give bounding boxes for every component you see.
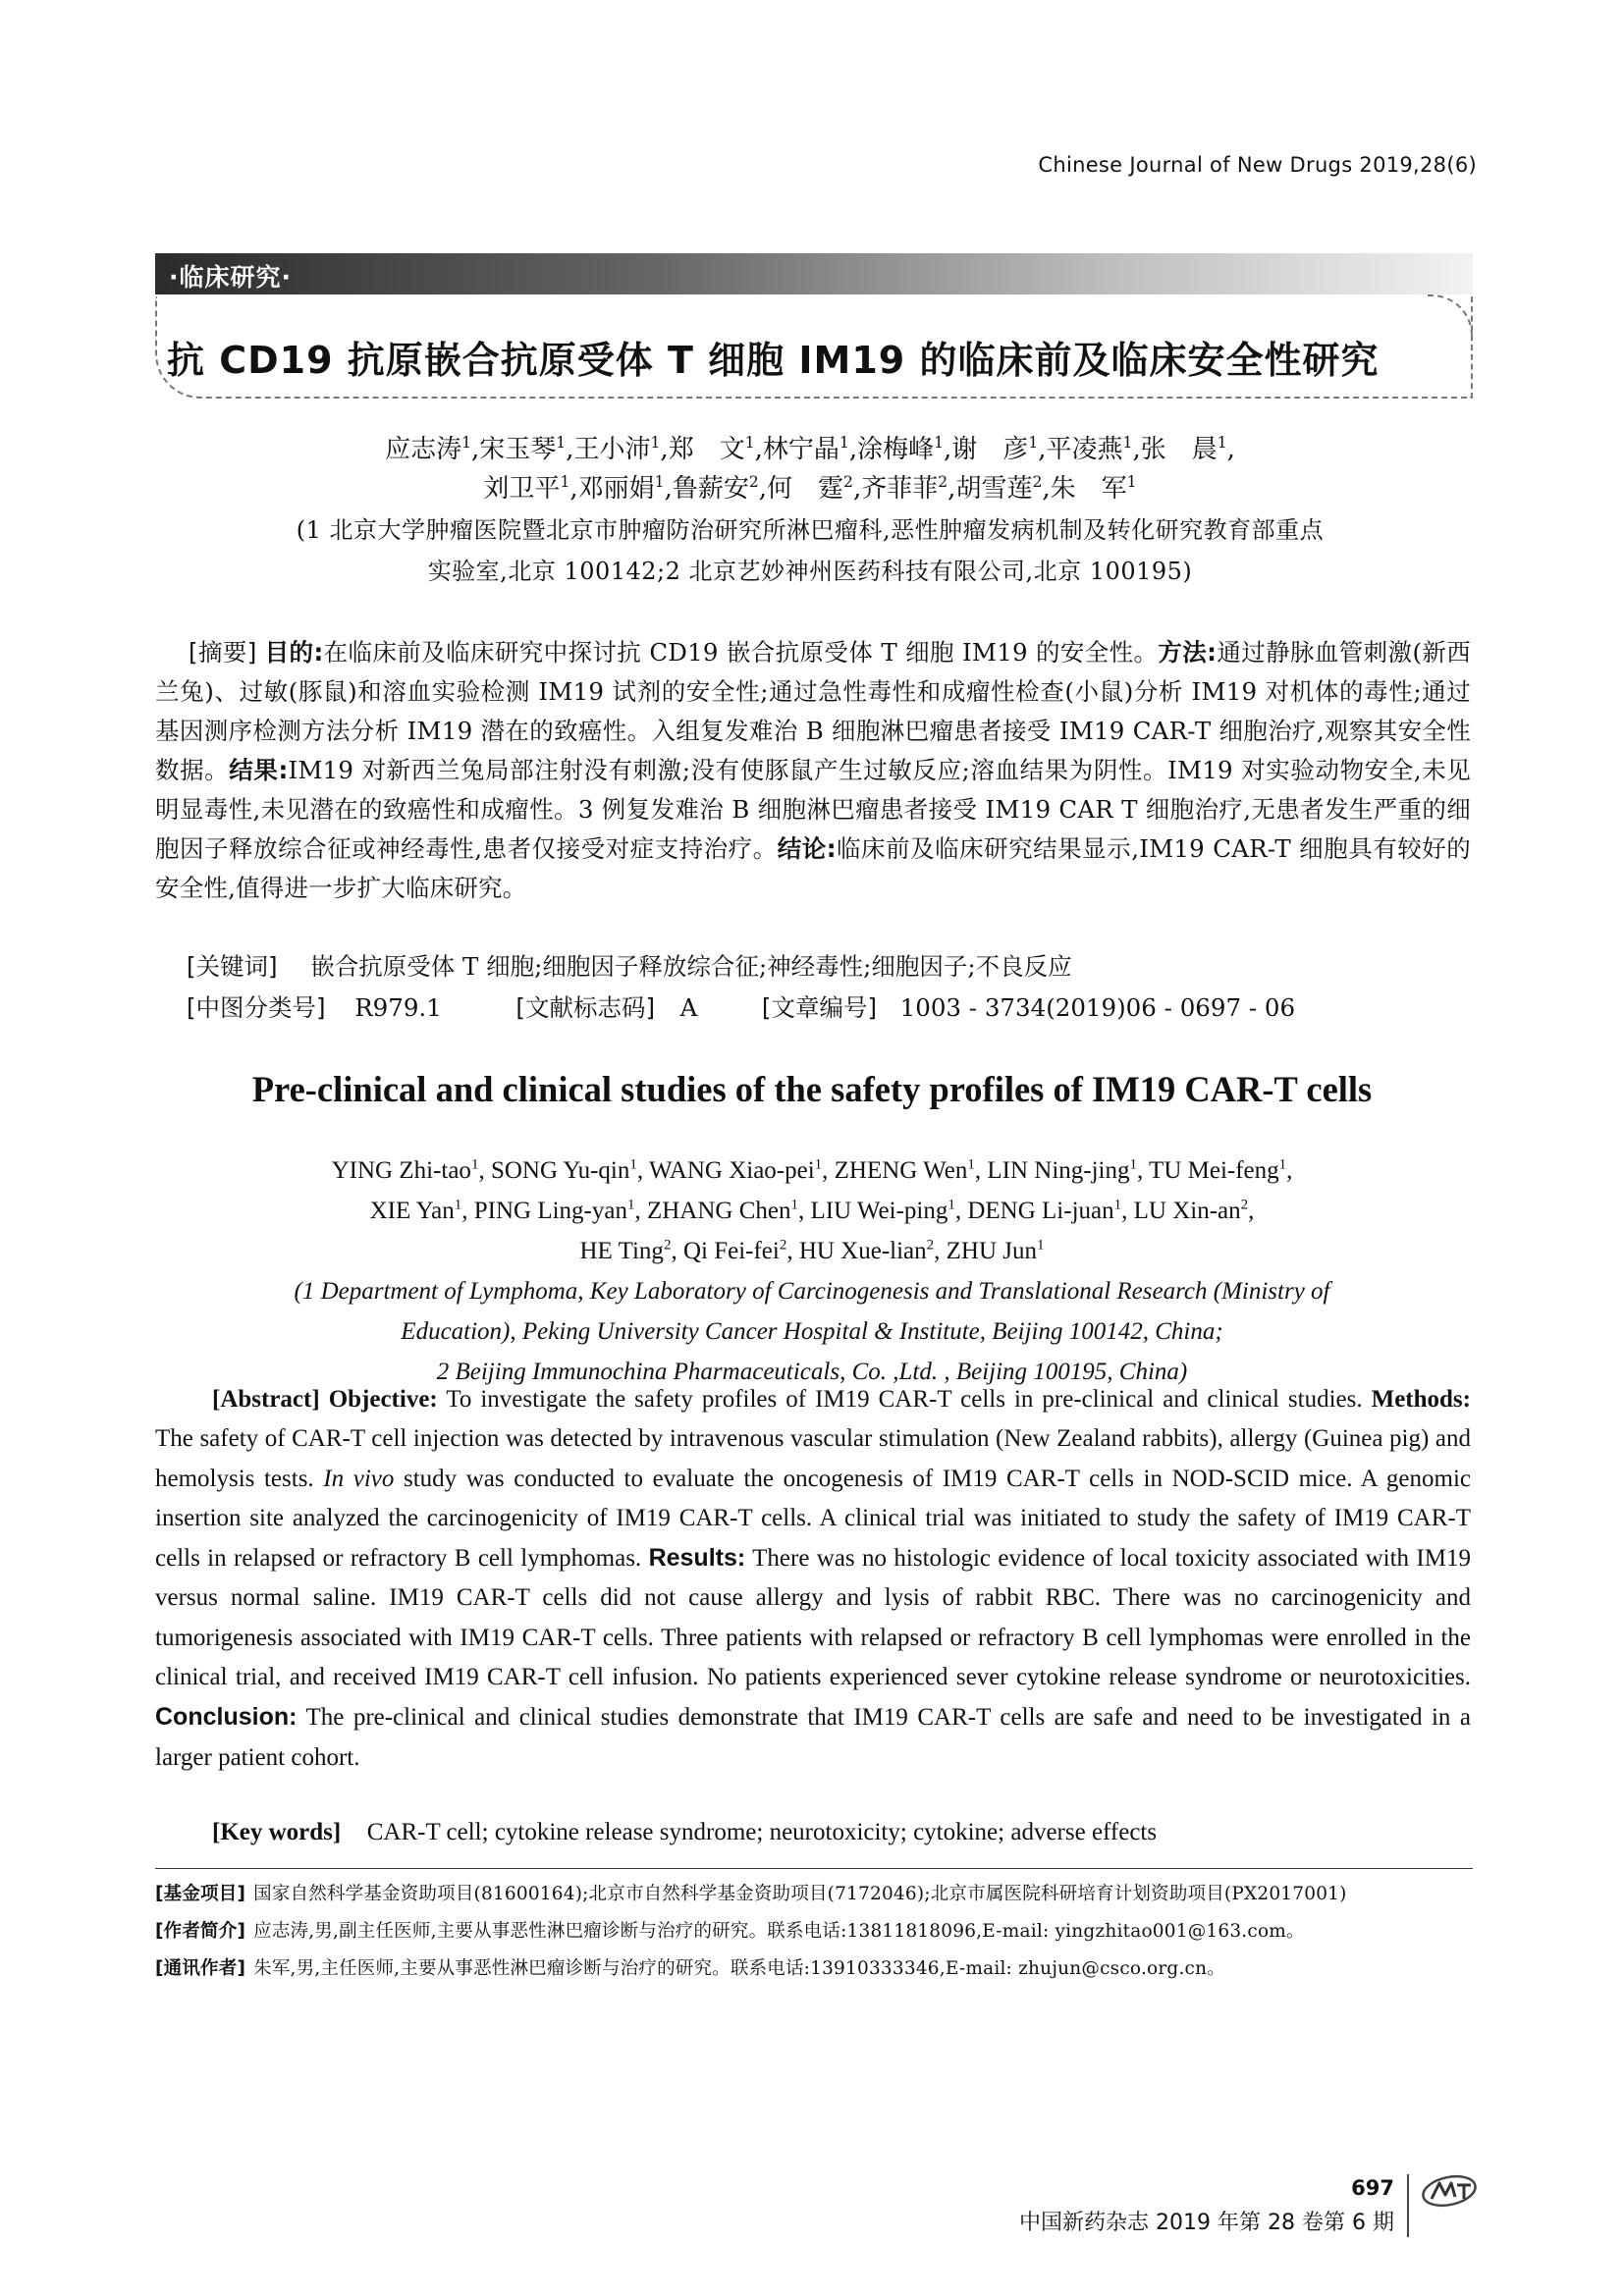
author-affiliation-mark: 1 xyxy=(790,1197,798,1213)
keywords-cn xyxy=(187,947,1463,987)
separator: , xyxy=(1286,1157,1293,1184)
footnote-corresponding-label: [通讯作者] xyxy=(155,1958,246,1979)
author-affiliation-mark: 1 xyxy=(650,433,661,452)
author-affiliation-mark: 1 xyxy=(967,1156,975,1173)
author-affiliation-mark: 1 xyxy=(470,1156,479,1173)
conclusion-cn-label: 结论: xyxy=(777,834,837,863)
author-name: 邓丽娟 xyxy=(577,474,655,504)
footnote-divider xyxy=(155,1868,1473,1869)
author-name: 王小沛 xyxy=(573,435,651,464)
author-name: 宋玉琴 xyxy=(479,435,557,464)
abstract-en-label: [Abstract] xyxy=(212,1386,320,1413)
footnote-funding-text: 国家自然科学基金资助项目(81600164);北京市自然科学基金资助项目(7172046);北京市属医院科研培育计划资助项目(PX2017001) xyxy=(253,1884,1347,1904)
separator: , xyxy=(1042,474,1051,504)
separator: , xyxy=(566,435,574,464)
author-name: YING Zhi-tao xyxy=(331,1157,471,1184)
classification-line xyxy=(187,988,1463,1028)
section-banner xyxy=(155,253,1473,294)
separator: , xyxy=(636,1157,649,1184)
authors-cn-line-1 xyxy=(147,430,1473,469)
results-cn: IM19 对新西兰兔局部注射没有刺激;没有使豚鼠产生过敏反应;溶血结果为阴性。IM19 对实验动物安全,未见明显毒性,未见潜在的致癌性和成瘤性。3 例复发难治 B 细胞淋巴瘤患者接受 IM19 CAR T 细胞治疗,无患者发生严重的细胞因子释放综合征或神经毒性,患者仅接受对症支持治疗。 xyxy=(155,756,1472,863)
footnote-corresponding-text: 朱军,男,主任医师,主要从事恶性淋巴瘤诊断与治疗的研究。联系电话:13910333346,E-mail: zhujun@csco.org.cn。 xyxy=(253,1958,1225,1979)
separator: , xyxy=(1121,1198,1134,1224)
author-affiliation-mark: 1 xyxy=(626,1197,635,1213)
author-name: ZHU Jun xyxy=(946,1238,1038,1264)
author-affiliation-mark: 1 xyxy=(744,433,755,452)
affiliation-en-line-3: 2 Beijing Immunochina Pharmaceuticals, Co. ,Ltd. , Beijing 100195, China) xyxy=(436,1359,1188,1385)
author-name: SONG Yu-qin xyxy=(490,1157,630,1184)
separator: , xyxy=(478,1157,491,1184)
section-banner-label: ·临床研究· xyxy=(169,263,292,292)
separator: , xyxy=(848,435,858,464)
affiliation-en-line-2: Education), Peking University Cancer Hospital & Institute, Beijing 100142, China; xyxy=(401,1318,1223,1345)
separator: , xyxy=(934,1238,947,1264)
authors-en-line-3 xyxy=(147,1231,1477,1271)
author-name: 郑 文 xyxy=(668,435,745,464)
footnote-author-bio-label: [作者简介] xyxy=(155,1921,246,1942)
footnotes xyxy=(155,1878,1476,1990)
author-affiliation-mark: 1 xyxy=(934,433,945,452)
author-affiliation-mark: 1 xyxy=(629,1156,637,1173)
separator: , xyxy=(947,474,956,504)
author-affiliation-mark: 1 xyxy=(1126,472,1137,491)
author-affiliation-mark: 1 xyxy=(1113,1197,1122,1213)
authors-en-line-1 xyxy=(147,1150,1477,1191)
article-number-label: [文章编号] xyxy=(761,993,878,1022)
conclusion-en: The pre-clinical and clinical studies demonstrate that IM19 CAR-T cells are safe and need to be investigated in a larger patient cohort. xyxy=(155,1704,1471,1771)
separator: , xyxy=(671,1238,683,1264)
methods-en-2: study was conducted to evaluate the oncogenesis of IM19 CAR-T cells in NOD-SCID mice. A genomic insertion site analyzed the carcinogenicity of IM19 CAR-T cells. A clinical trial was initiated to study the safety of IM19 CAR-T cells in relapsed or refractory B cell lymphomas. xyxy=(155,1465,1472,1573)
author-affiliation-mark: 1 xyxy=(654,472,665,491)
separator: , xyxy=(1226,435,1235,464)
author-name: 刘卫平 xyxy=(483,474,561,504)
separator: , xyxy=(974,1157,988,1184)
separator: , xyxy=(944,435,952,464)
separator: , xyxy=(461,1198,474,1224)
author-name: WANG Xiao-pei xyxy=(648,1157,815,1184)
separator: , xyxy=(786,1238,799,1264)
author-name: HU Xue-lian xyxy=(798,1238,927,1264)
objective-cn: 在临床前及临床研究中探讨抗 CD19 嵌合抗原受体 T 细胞 IM19 的安全性。 xyxy=(323,638,1159,667)
abstract-en xyxy=(155,1380,1471,1778)
author-affiliation-mark: 1 xyxy=(556,433,567,452)
author-name: HE Ting xyxy=(579,1238,664,1264)
clc-label: [中图分类号] xyxy=(187,993,326,1022)
article-number-value: 1003 - 3734(2019)06 - 0697 - 06 xyxy=(899,993,1296,1022)
footnote-corresponding xyxy=(155,1952,1476,1986)
keywords-cn-text: 嵌合抗原受体 T 细胞;细胞因子释放综合征;神经毒性;细胞因子;不良反应 xyxy=(310,952,1072,981)
separator: , xyxy=(664,474,673,504)
separator: , xyxy=(660,435,669,464)
author-affiliation-mark: 2 xyxy=(938,472,948,491)
author-name: 平凌燕 xyxy=(1046,435,1123,464)
authors-en-line-2 xyxy=(147,1191,1477,1231)
author-affiliation-mark: 1 xyxy=(560,472,570,491)
results-en: There was no histologic evidence of local toxicity associated with IM19 versus normal saline. IM19 CAR-T cells did not cause allergy and lysis of rabbit RBC. There was no carcinogenicity and tumorigenesis associated with IM19 CAR-T cells. Three patients with relapsed or refractory B cell lymphomas were enrolled in the clinical trial, and received IM19 CAR-T cell infusion. No patients experienced sever cytokine release syndrome or neurotoxicities. xyxy=(155,1545,1471,1691)
authors-cn-line-2 xyxy=(147,469,1473,508)
author-affiliation-mark: 1 xyxy=(1122,433,1133,452)
footnote-author-bio-text: 应志涛,男,副主任医师,主要从事恶性淋巴瘤诊断与治疗的研究。联系电话:13811818096,E-mail: yingzhitao001@163.com。 xyxy=(253,1921,1305,1942)
footnote-funding xyxy=(155,1878,1476,1911)
author-affiliation-mark: 2 xyxy=(843,472,853,491)
separator: , xyxy=(471,435,480,464)
author-affiliation-mark: 1 xyxy=(839,433,849,452)
author-name: 鲁薪安 xyxy=(672,474,749,504)
affiliation-cn-line-1: (1 北京大学肿瘤医院暨北京市肿瘤防治研究所淋巴瘤科,恶性肿瘤发病机制及转化研究教育部重点 xyxy=(296,516,1325,544)
conclusion-cn: 临床前及临床研究结果显示,IM19 CAR-T 细胞具有较好的安全性,值得进一步扩大临床研究。 xyxy=(155,834,1471,902)
conclusion-en-label: Conclusion: xyxy=(155,1703,298,1732)
clc-value: R979.1 xyxy=(354,993,442,1022)
author-name: TU Mei-feng xyxy=(1149,1157,1279,1184)
title-cn: 抗 CD19 抗原嵌合抗原受体 T 细胞 IM19 的临床前及临床安全性研究 xyxy=(167,339,1380,382)
author-affiliation-mark: 1 xyxy=(1217,433,1227,452)
separator: , xyxy=(758,474,768,504)
author-name: LIU Wei-ping xyxy=(810,1198,948,1224)
methods-cn: 通过静脉血管刺激(新西兰兔)、过敏(豚鼠)和溶血实验检测 IM19 试剂的安全性;通过急性毒性和成瘤性检查(小鼠)分析 IM19 对机体的毒性;通过基因测序检测方法分析 IM19 潜在的致癌性。入组复发难治 B 细胞淋巴瘤患者接受 IM19 CAR-T 细胞治疗,观察其安全性数据。 xyxy=(155,638,1471,784)
doc-code-label: [文献标志码] xyxy=(515,993,656,1022)
separator: , xyxy=(1248,1198,1255,1224)
author-name: Qi Fei-fei xyxy=(682,1238,780,1264)
separator: , xyxy=(822,1157,835,1184)
author-affiliation-mark: 1 xyxy=(814,1156,823,1173)
author-affiliation-mark: 2 xyxy=(926,1237,935,1254)
author-affiliation-mark: 1 xyxy=(1129,1156,1137,1173)
author-name: 涂梅峰 xyxy=(857,435,935,464)
methods-en-label: Methods: xyxy=(1371,1386,1471,1413)
footnote-author-bio xyxy=(155,1915,1476,1949)
title-en: Pre-clinical and clinical studies of the safety profiles of IM19 CAR-T cells xyxy=(251,1069,1373,1109)
page-number: 697 xyxy=(1351,2176,1394,2200)
author-name: LU Xin-an xyxy=(1133,1198,1241,1224)
author-affiliation-mark: 1 xyxy=(1028,433,1039,452)
journal-logo-icon xyxy=(1420,2173,1479,2209)
keywords-en-label: [Key words] xyxy=(212,1819,342,1845)
affiliation-cn-line-2: 实验室,北京 100142;2 北京艺妙神州医药科技有限公司,北京 100195) xyxy=(427,558,1193,585)
keywords-cn-label: [关键词] xyxy=(187,952,278,981)
keywords-en-text: CAR-T cell; cytokine release syndrome; neurotoxicity; cytokine; adverse effects xyxy=(366,1819,1158,1845)
author-name: 何 霆 xyxy=(767,474,844,504)
separator: , xyxy=(1136,1157,1150,1184)
methods-en: The safety of CAR-T cell injection was detected by intravenous vascular stimulation (New Zealand rabbits), allergy (Guinea pig) and hemolysis tests. xyxy=(155,1425,1471,1492)
separator: , xyxy=(634,1198,647,1224)
separator: , xyxy=(852,474,862,504)
author-affiliation-mark: 1 xyxy=(1037,1237,1045,1254)
author-name: ZHANG Chen xyxy=(646,1198,791,1224)
author-name: DENG Li-juan xyxy=(967,1198,1114,1224)
author-name: 应志涛 xyxy=(385,435,462,464)
separator: , xyxy=(1132,435,1141,464)
doc-code-value: A xyxy=(679,993,698,1022)
author-name: 胡雪莲 xyxy=(955,474,1033,504)
footer-divider xyxy=(1407,2174,1409,2237)
objective-en: To investigate the safety profiles of IM19 CAR-T cells in pre-clinical and clinical studies. xyxy=(446,1386,1363,1413)
author-affiliation-mark: 1 xyxy=(1278,1156,1287,1173)
separator: , xyxy=(954,1198,968,1224)
results-cn-label: 结果: xyxy=(229,756,289,784)
author-name: 齐菲菲 xyxy=(861,474,939,504)
affiliation-en-line-1: (1 Department of Lymphoma, Key Laboratory of Carcinogenesis and Translational Research (Ministry of xyxy=(294,1278,1330,1305)
footnote-funding-label: [基金项目] xyxy=(155,1884,246,1904)
abstract-cn xyxy=(155,633,1471,908)
author-name: 张 晨 xyxy=(1140,435,1218,464)
author-affiliation-mark: 1 xyxy=(461,433,472,452)
author-affiliation-mark: 2 xyxy=(663,1237,672,1254)
separator: , xyxy=(1038,435,1047,464)
author-affiliation-mark: 1 xyxy=(454,1197,462,1213)
keywords-en xyxy=(187,1813,1463,1852)
author-affiliation-mark: 2 xyxy=(1240,1197,1249,1213)
methods-en-in-vivo: In vivo xyxy=(323,1465,395,1492)
author-affiliation-mark: 1 xyxy=(947,1197,955,1213)
journal-header: Chinese Journal of New Drugs 2019,28(6) xyxy=(1038,153,1477,177)
author-name: ZHENG Wen xyxy=(834,1157,968,1184)
author-affiliation-mark: 2 xyxy=(748,472,759,491)
author-affiliation-mark: 2 xyxy=(1032,472,1043,491)
author-name: XIE Yan xyxy=(369,1198,455,1224)
author-name: PING Ling-yan xyxy=(473,1198,627,1224)
objective-cn-label: 目的: xyxy=(264,638,324,667)
methods-cn-label: 方法: xyxy=(1158,638,1218,667)
separator: , xyxy=(569,474,578,504)
separator: , xyxy=(754,435,763,464)
objective-en-label: Objective: xyxy=(328,1386,438,1413)
abstract-cn-label: [摘要] xyxy=(189,638,257,667)
results-en-label: Results: xyxy=(648,1544,746,1573)
separator: , xyxy=(797,1198,811,1224)
author-name: 朱 军 xyxy=(1050,474,1127,504)
author-name: 林宁晶 xyxy=(762,435,839,464)
author-name: 谢 彦 xyxy=(951,435,1029,464)
author-name: LIN Ning-jing xyxy=(987,1157,1130,1184)
author-affiliation-mark: 2 xyxy=(779,1237,787,1254)
footer-journal: 中国新药杂志 2019 年第 28 卷第 6 期 xyxy=(1019,2211,1394,2235)
